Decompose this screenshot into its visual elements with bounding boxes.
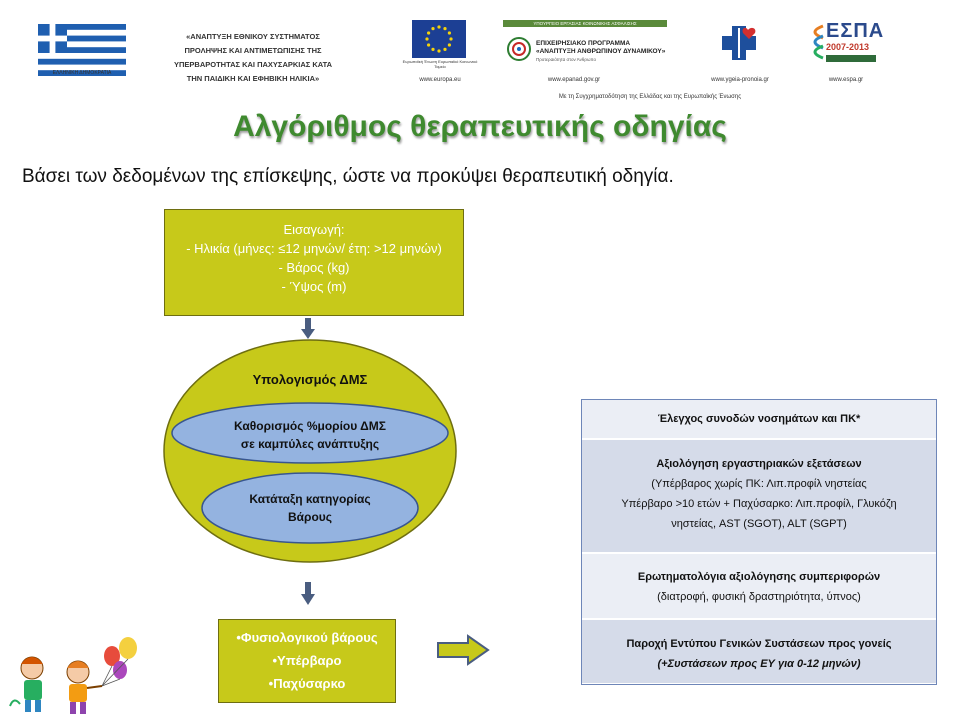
input-box (164, 209, 464, 316)
leaflet-heading: Παροχή Εντύπου Γενικών Συστάσεων προς γονείς (626, 638, 892, 650)
outcome-obese: •Παχύσαρκο (268, 676, 346, 691)
comorbidity-check: Έλεγχος συνοδών νοσημάτων και ΠΚ* (657, 413, 861, 425)
espa-years: 2007-2013 (826, 42, 870, 52)
arrow-right-icon (436, 634, 490, 666)
eu-caption: Ευρωπαϊκή Ένωση Ευρωπαϊκό Κοινωνικό Ταμείο (402, 59, 478, 69)
table-row (582, 554, 936, 620)
espa-logo-text: ΕΣΠΑ (826, 20, 885, 42)
ministry-line: «ΑΝΑΠΤΥΞΗ ΕΘΝΙΚΟΥ ΣΥΣΤΗΜΑΤΟΣ (186, 32, 320, 41)
page-title: Αλγόριθμος θεραπευτικής οδηγίας (233, 110, 727, 143)
lab-tests-heading: Αξιολόγηση εργαστηριακών εξετάσεων (656, 458, 862, 470)
epanad-logo-icon (505, 34, 533, 64)
balloon-icon (113, 661, 127, 679)
epanad-link[interactable]: www.epanad.gov.gr (547, 77, 601, 83)
input-item: - Βάρος (kg) (278, 260, 350, 275)
questionnaire-heading: Ερωτηματολόγια αξιολόγησης συμπεριφορών (637, 571, 881, 583)
percentile-label (160, 417, 460, 453)
eu-link[interactable]: www.europa.eu (419, 77, 461, 83)
leaflet-text: (+Συστάσεων προς ΕΥ για 0-12 μηνών) (657, 658, 861, 670)
outcome-overweight: •Υπέρβαρο (272, 653, 342, 668)
input-heading: Εισαγωγή: (283, 222, 345, 237)
lab-tests-line: (Υπέρβαρος χωρίς ΠΚ: Λιπ.προφίλ νηστείας (651, 478, 867, 490)
greek-flag-icon (38, 24, 126, 76)
category-line: Βάρους (287, 510, 333, 524)
arrow-down-icon (300, 318, 316, 340)
bmi-calc-title: Υπολογισμός ΔΜΣ (252, 372, 368, 387)
ministry-line: ΥΠΕΡΒΑΡΟΤΗΤΑΣ ΚΑΙ ΠΑΧΥΣΑΡΚΙΑΣ ΚΑΤΑ (173, 60, 333, 69)
category-line: Κατάταξη κατηγορίας (249, 492, 371, 506)
espa-link[interactable]: www.espa.gr (828, 77, 864, 83)
percentile-line: Καθορισμός %μορίου ΔΜΣ (234, 419, 386, 433)
epanad-line2: «ΑΝΑΠΤΥΞΗ ΑΝΘΡΩΠΙΝΟΥ ΔΥΝΑΜΙΚΟΥ» (536, 48, 666, 55)
input-item: - Ύψος (m) (281, 279, 347, 294)
page-subtitle: Βάσει των δεδομένων της επίσκεψης, ώστε να προκύψει θεραπευτική οδηγία. (22, 166, 674, 187)
flag-caption: ΕΛΛΗΝΙΚΗ ΔΗΜΟΚΡΑΤΙΑ (52, 70, 112, 76)
category-label (160, 490, 460, 526)
children-balloons-illustration (6, 634, 146, 718)
espa-bar (826, 55, 876, 62)
eu-flag-icon (412, 20, 466, 58)
questionnaire-text: (διατροφή, φυσική δραστηριότητα, ύπνος) (657, 591, 861, 603)
table-row (582, 400, 936, 440)
ministry-program-title (140, 30, 366, 86)
cofunding-note: Με τη Συγχρηματοδότηση της Ελλάδας και της Ευρωπαϊκής Ένωσης (558, 94, 742, 100)
weight-outcome-box (218, 619, 396, 703)
percentile-line: σε καμπύλες ανάπτυξης (240, 437, 380, 451)
ministry-line: ΤΗΝ ΠΑΙΔΙΚΗ ΚΑΙ ΕΦΗΒΙΚΗ ΗΛΙΚΙΑ» (186, 74, 320, 83)
arrow-down-icon (300, 582, 316, 606)
epanad-line3: Προτεραιότητα στον Άνθρωπο (536, 57, 596, 62)
epanad-line1: ΕΠΙΧΕΙΡΗΣΙΑΚΟ ΠΡΟΓΡΑΜΜΑ (536, 40, 631, 47)
table-row (582, 620, 936, 683)
table-row (582, 440, 936, 554)
outcome-normal: •Φυσιολογικού βάρους (236, 630, 378, 645)
espa-stripes-icon (805, 24, 825, 60)
epanad-ministry-bar: ΥΠΟΥΡΓΕΙΟ ΕΡΓΑΣΙΑΣ ΚΟΙΝΩΝΙΚΗΣ ΑΣΦΑΛΙΣΗΣ (503, 20, 667, 27)
ministry-line: ΠΡΟΛΗΨΗΣ ΚΑΙ ΑΝΤΙΜΕΤΩΠΙΣΗΣ ΤΗΣ (184, 46, 322, 55)
health-ministry-logo-icon (718, 22, 760, 64)
lab-tests-line: νηστείας, AST (SGOT), ALT (SGPT) (671, 518, 847, 530)
lab-tests-line: Υπέρβαρο >10 ετών + Παχύσαρκο: Λιπ.προφίλ, Γλυκόζη (621, 498, 897, 510)
input-item: - Ηλικία (μήνες: ≤12 μηνών/ έτη: >12 μηνών) (186, 241, 442, 256)
guidance-table (581, 399, 937, 685)
ygeia-link[interactable]: www.ygeia-pronoia.gr (711, 77, 769, 83)
balloon-icon (119, 637, 137, 659)
